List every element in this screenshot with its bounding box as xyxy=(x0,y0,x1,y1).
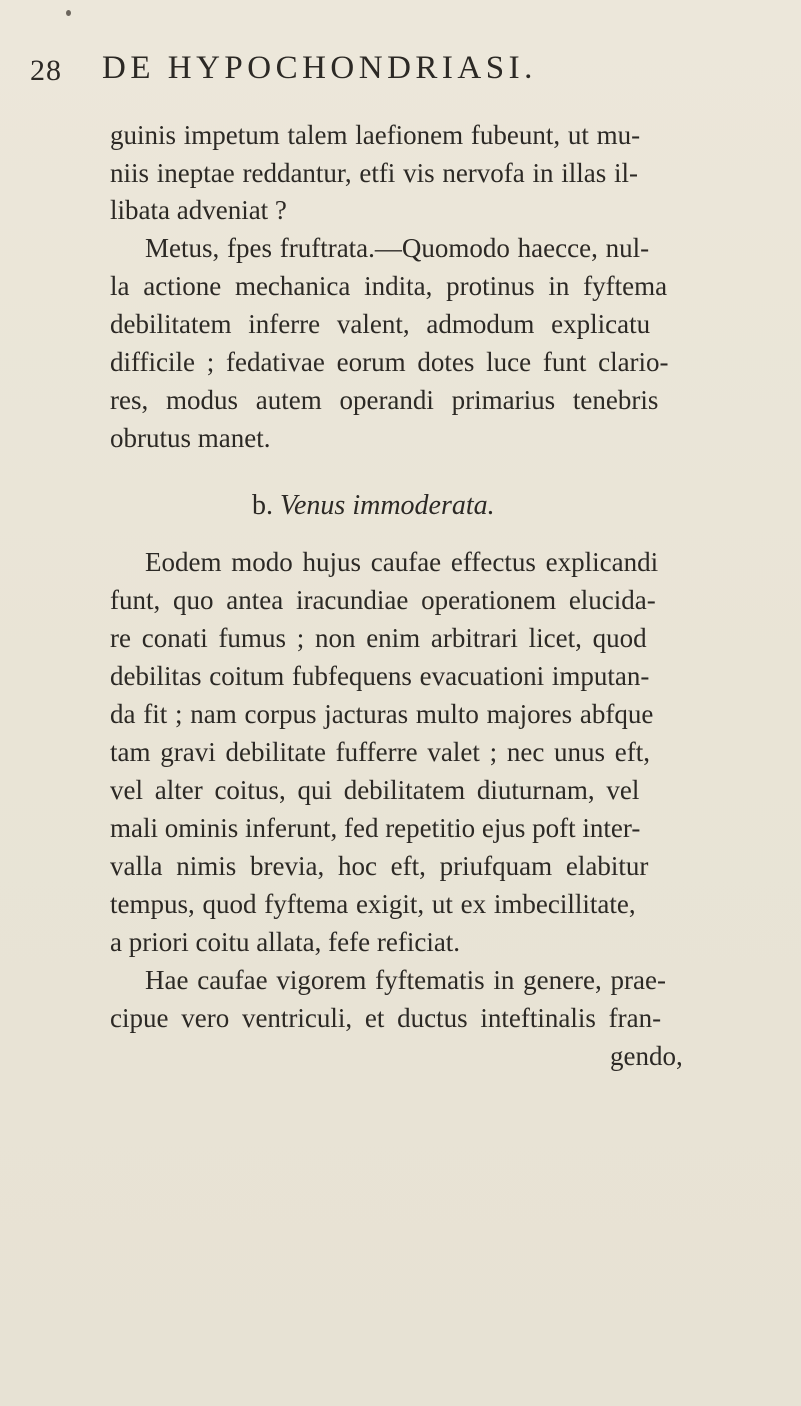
section-subheading xyxy=(252,490,495,522)
running-title: DE HYPOCHONDRIASI. xyxy=(102,50,537,86)
text-line: a priori coitu allata, fefe reficiat. xyxy=(110,927,461,957)
text-line: tam gravi debilitate fufferre valet ; nec unus eft, xyxy=(110,737,651,767)
text-line: valla nimis brevia, hoc eft, priufquam elabitur xyxy=(110,851,649,881)
text-line: libata adveniat ? xyxy=(110,195,287,225)
text-line: la actione mechanica indita, protinus in fyftema xyxy=(110,271,668,301)
text-line: mali ominis inferunt, fed repetitio ejus poft inter- xyxy=(110,813,641,843)
text-line: re conati fumus ; non enim arbitrari licet, quod xyxy=(110,623,647,653)
text-line: Metus, fpes fruftrata.—Quomodo haecce, nul- xyxy=(145,233,650,263)
text-line: difficile ; fedativae eorum dotes luce funt clario- xyxy=(110,347,669,377)
text-line: niis ineptae reddantur, etfi vis nervofa in illas il- xyxy=(110,158,639,188)
text-line: res, modus autem operandi primarius tenebris xyxy=(110,385,659,415)
text-line: obrutus manet. xyxy=(110,423,271,453)
text-line: Hae caufae vigorem fyftematis in genere, prae- xyxy=(145,965,666,995)
text-line: funt, quo antea iracundiae operationem elucida- xyxy=(110,585,656,615)
text-line: debilitas coitum fubfequens evacuationi imputan- xyxy=(110,661,650,691)
text-line: tempus, quod fyftema exigit, ut ex imbecillitate, xyxy=(110,889,636,919)
page-number: 28 xyxy=(30,54,62,87)
catchword: gendo, xyxy=(610,1041,683,1071)
text-line: da fit ; nam corpus jacturas multo majores abfque xyxy=(110,699,654,729)
page-header xyxy=(30,50,790,90)
text-line: guinis impetum talem laefionem fubeunt, ut mu- xyxy=(110,120,641,150)
subheading-marker: b. xyxy=(252,490,273,521)
text-line: Eodem modo hujus caufae effectus explicandi xyxy=(145,547,659,577)
text-line: debilitatem inferre valent, admodum explicatu xyxy=(110,309,651,339)
subheading-label: Venus immoderata. xyxy=(280,490,495,521)
text-line: vel alter coitus, qui debilitatem diuturnam, vel xyxy=(110,775,640,805)
ink-speck xyxy=(66,10,71,16)
text-line: cipue vero ventriculi, et ductus inteftinalis fran- xyxy=(110,1003,662,1033)
